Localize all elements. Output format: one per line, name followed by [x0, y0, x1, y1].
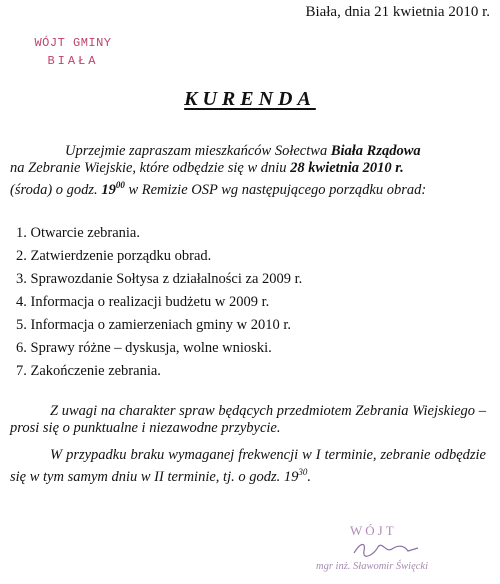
stamp-line-1: WÓJT GMINY	[34, 36, 112, 50]
agenda-item: 2. Zatwierdzenie porządku obrad.	[16, 248, 212, 264]
agenda-item: 5. Informacja o zamierzeniach gminy w 2010 r.	[16, 317, 291, 333]
agenda-list	[16, 222, 302, 383]
official-stamp	[22, 34, 124, 70]
intro-text: (środa) o godz.	[10, 181, 102, 198]
agenda-item: 4. Informacja o realizacji budżetu w 2009 r.	[16, 294, 270, 310]
quorum-note: W przypadku braku wymaganej frekwencji w I terminie, zebranie odbędzie się w tym samym dniu w II terminie, tj. o godz. $19^{30}$.	[10, 447, 486, 485]
intro-line-1	[10, 143, 486, 160]
signature-title: WÓJT	[350, 523, 397, 538]
agenda-item: 7. Zakończenie zebrania.	[16, 363, 161, 379]
agenda-item: 3. Sprawozdanie Sołtysa z działalności za 2009 r.	[16, 271, 303, 287]
title-text: KURENDA	[184, 88, 316, 110]
intro-text: Uprzejmie zapraszam mieszkańców Sołectwa	[65, 143, 331, 159]
punctuality-note: Z uwagi na charakter spraw będących przedmiotem Zebrania Wiejskiego – prosi się o punktualne i niezawodne przybycie.	[10, 403, 486, 436]
intro-line-3	[10, 177, 486, 199]
meeting-date: 28 kwietnia 2010 r.	[290, 160, 404, 176]
agenda-item: 6. Sprawy różne – dyskusja, wolne wnioski.	[16, 340, 272, 356]
place-date: Biała, dnia 21 kwietnia 2010 r.	[305, 4, 490, 20]
closing-section	[10, 403, 486, 496]
meeting-time: $19^{00}$	[101, 180, 125, 198]
signatory-name: mgr inż. Sławomir Święcki	[316, 561, 428, 572]
village-name: Biała Rządowa	[330, 143, 421, 159]
intro-text: w Remizie OSP wg następującego porządku obrad:	[124, 181, 427, 198]
stamp-line-2: BIAŁA	[47, 54, 99, 68]
intro-line-2	[10, 160, 486, 177]
agenda-item: 1. Otwarcie zebrania.	[16, 225, 140, 241]
intro-paragraph	[10, 143, 486, 199]
intro-text: na Zebranie Wiejskie, które odbędzie się w dniu	[10, 160, 291, 176]
document-title	[0, 88, 500, 111]
